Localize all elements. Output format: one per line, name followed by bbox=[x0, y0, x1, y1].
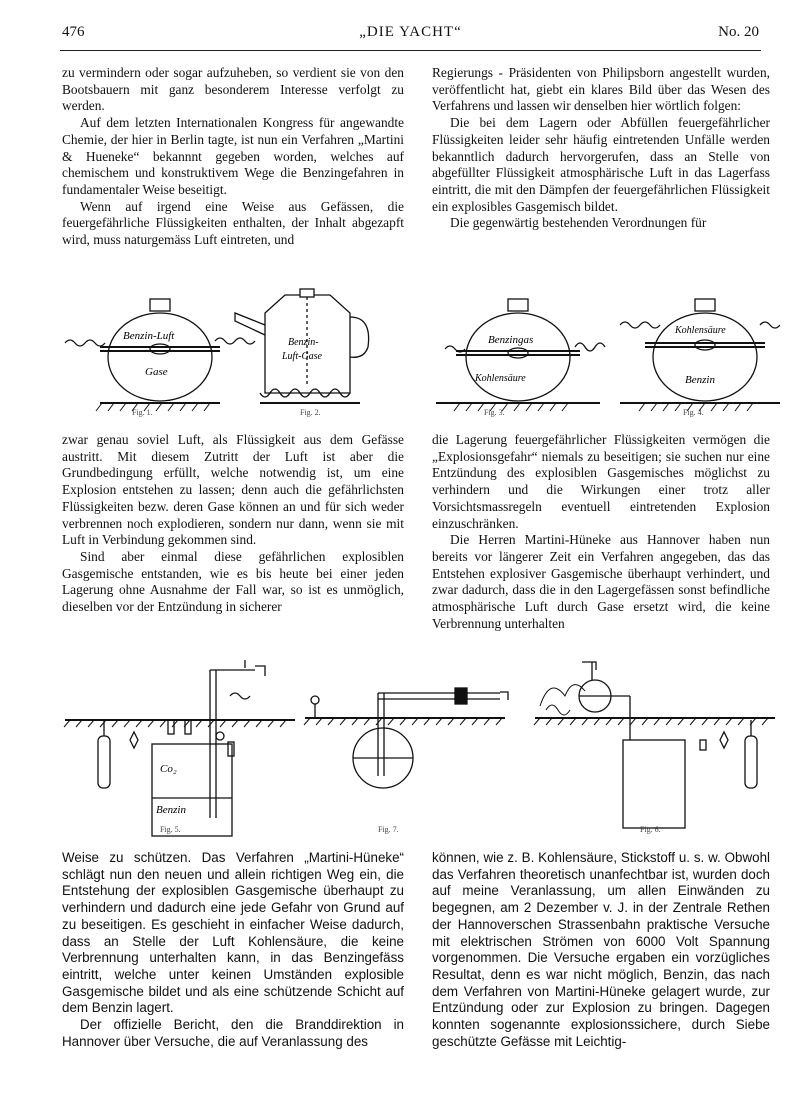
paragraph: zwar genau soviel Luft, als Flüssigkeit aus dem Gefässe austritt. Mit diesem Zutritt der Luft ist aber die Grundbedingung erfüllt, welche notwendig ist, um eine Explosion entstehen zu lassen; denn auch die gefährlichsten Flüssigkeiten bezw. deren Gase können an und für sich weder verbrennen noch explodieren, sondern nur dann, wenn sie mit Luft in Verbindung gekommen sind. bbox=[62, 432, 404, 548]
paragraph: zu vermindern oder sogar aufzuheben, so verdient sie von den Bootsbauern mit ganz besonderem Interesse verfolgt zu werden. bbox=[62, 65, 404, 114]
figures-row-middle bbox=[60, 648, 780, 838]
page-header bbox=[62, 24, 759, 46]
figure-6-installation bbox=[534, 662, 775, 828]
fig2-caption: Fig. 2. bbox=[300, 408, 321, 417]
fig5-label-top: Co₂ bbox=[160, 763, 177, 775]
figures-row-top bbox=[60, 285, 780, 420]
text-column-right-1 bbox=[432, 65, 770, 232]
fig3-label-top: Benzingas bbox=[488, 334, 534, 346]
fig1-label-bottom: Gase bbox=[145, 366, 168, 378]
figure-3-tank bbox=[436, 299, 605, 411]
fig1-caption: Fig. 1. bbox=[132, 408, 153, 417]
text-column-left-2 bbox=[62, 432, 404, 616]
paragraph: Auf dem letzten Internationalen Kongress für angewandte Chemie, der hier in Berlin tagte, ist nun ein Verfahren „Martini & Hueneke“ bekannnt gegeben worden, welches auf chemischem und konstruktivem Wege die Benzingefahren in fundamentaler Weise beseitigt. bbox=[62, 115, 404, 197]
text-column-right-2 bbox=[432, 432, 770, 632]
text-column-left-1 bbox=[62, 65, 404, 249]
text-column-right-3 bbox=[432, 850, 770, 1050]
paragraph: Weise zu schützen. Das Verfahren „Martini-Hüneke“ schlägt nun den neuen und allein richtigen Weg ein, die Entstehung der explosiblen Gasgemische überhaupt zu verhindern und dadurch eine jede Gefahr von Grund auf zu beseitigen. Es geschieht in einfacher Weise dadurch, dass an Stelle der Luft Kohlensäure, die keine Verbrennung unterhalten kann, in das Benzingefäss eintritt, welche unter keinen Umständen explosible Gasgemische bildet und als eine schützende Schicht auf dem Benzin lagert. bbox=[62, 850, 404, 1016]
fig4-label-bottom: Benzin bbox=[685, 374, 715, 386]
fig2-label-bottom: Luft-Gase bbox=[282, 351, 322, 362]
fig5-label-bottom: Benzin bbox=[156, 804, 186, 816]
fig7-caption: Fig. 7. bbox=[378, 825, 399, 834]
paragraph: Sind aber einmal diese gefährlichen explosiblen Gasgemische entstanden, wie es bis heute bei einer jeden Lagerung ohne Ausnahme der Fall war, so ist es unmöglich, dieselben vor der Entzündung in sicherer bbox=[62, 548, 404, 615]
paragraph: Die Herren Martini-Hüneke aus Hannover haben nun bereits vor längerer Zeit ein Verfahren angegeben, das das Entstehen explosiver Gasgemische überhaupt verhindert, und zwar dadurch, dass die in den Lagergefässen sonst befindliche atmosphärische Luft durch Gase ersetzt wird, die keine Verbrennung unterhalten bbox=[432, 532, 770, 631]
fig6-caption: Fig. 6. bbox=[640, 825, 661, 834]
paragraph: Wenn auf irgend eine Weise aus Gefässen, die feuergefährliche Flüssigkeiten enthalten, der Inhalt abgezapft wird, muss naturgemäss Luft eintreten, und bbox=[62, 198, 404, 248]
paragraph: Regierungs - Präsidenten von Philipsborn angestellt wurden, veröffentlicht hat, giebt ein klares Bild über das Wesen des Verfahrens und lassen wir denselben hier wörtlich folgen: bbox=[432, 65, 770, 114]
fig3-caption: Fig. 3. bbox=[484, 408, 505, 417]
paragraph: Die gegenwärtig bestehenden Verordnungen für bbox=[450, 215, 707, 231]
issue-number: No. 20 bbox=[718, 24, 759, 40]
fig1-label-top: Benzin-Luft bbox=[123, 330, 175, 342]
fig5-caption: Fig. 5. bbox=[160, 825, 181, 834]
fig2-label-top: Benzin- bbox=[288, 337, 319, 348]
figure-7-installation bbox=[304, 688, 508, 788]
paragraph: können, wie z. B. Kohlensäure, Stickstoff u. s. w. Obwohl das Verfahren theoretisch unanfechtbar ist, wurden doch auf meine Veranlassung, um allen Einwänden zu begegnen, am 2 Dezember v. J. in der Zentrale Rethen der Hannoverschen Strassenbahn praktische Versuche mit elektrischen Strömen von 6000 Volt Spannung vorgenommen. Die Versuche ergaben ein vorzügliches Resultat, denn es war nicht möglich, Benzin, das nach dem Verfahren von Martini-Hüneke gelagert wurde, zur Entzündung oder zur Explosion zu bringen. Dagegen konnten sogenannte explosionssichere, durch Siebe geschützte Gefässe mit Leichtig- bbox=[432, 850, 770, 1049]
figure-4-tank bbox=[620, 299, 780, 411]
fig4-caption: Fig. 4. bbox=[683, 408, 704, 417]
text-column-left-3 bbox=[62, 850, 404, 1050]
page-number: 476 bbox=[62, 24, 85, 40]
fig4-label-top: Kohlensäure bbox=[675, 325, 726, 336]
paragraph: Die bei dem Lagern oder Abfüllen feuergefährlicher Flüssigkeiten leider sehr häufig eintretenden Unfälle werden bekanntlich dadurch hervorgerufen, dass an Stelle von abgefüllter Flüssigkeit atmosphärische Luft in das Lagerfass eintritt, die mit den Dämpfen der feuergefährlichen Flüssigkeit ein explosibles Gasgemisch bildet. bbox=[432, 115, 770, 214]
figure-1-tank bbox=[65, 299, 255, 411]
fig3-label-bottom: Kohlensäure bbox=[475, 373, 526, 384]
paragraph: die Lagerung feuergefährlicher Flüssigkeiten vermögen die „Explosionsgefahr“ niemals zu beseitigen; sie suchen nur eine Entzündung des explosiblen Gasgemisches möglichst zu verhindern und die Wirkungen einer trotz aller Vorsichtsmassregeln eventuell eintretenden Explosion einzuschränken. bbox=[432, 432, 770, 531]
paragraph: Der offizielle Bericht, den die Branddirektion in Hannover über Versuche, die auf Veranlassung des bbox=[62, 1017, 404, 1049]
journal-title: „DIE YACHT“ bbox=[359, 24, 462, 40]
header-rule bbox=[60, 50, 761, 51]
